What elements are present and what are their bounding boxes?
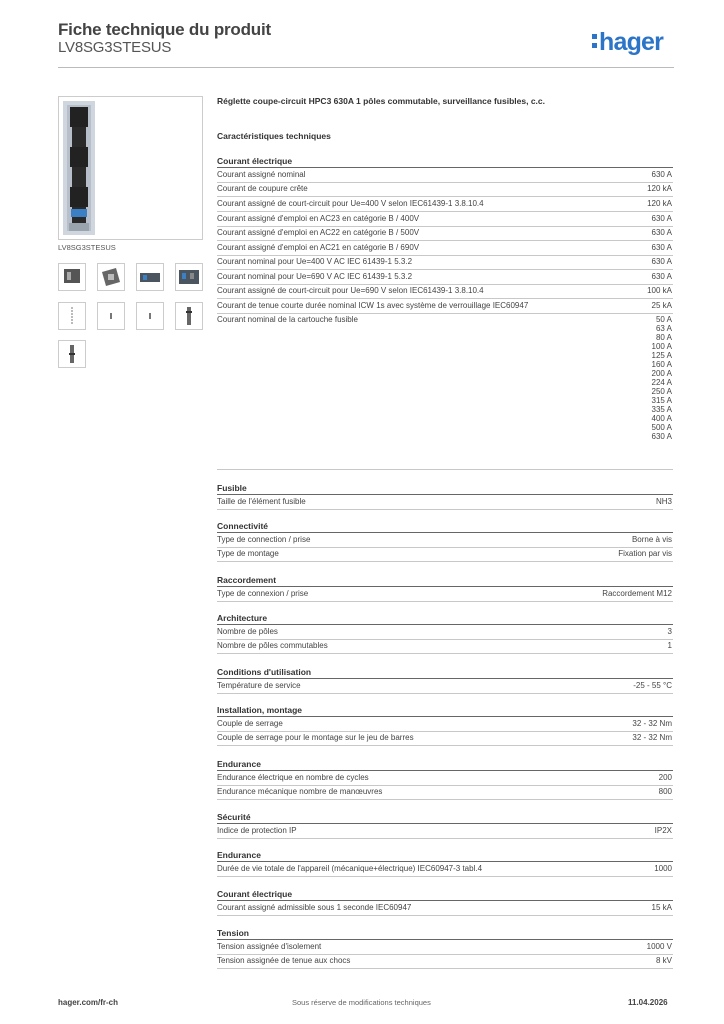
drawing-icon xyxy=(59,341,85,367)
spec-row: Courant nominal pour Ue=690 V AC IEC 61439-1 5.3.2 630 A xyxy=(217,270,673,285)
spec-row: Tension assignée d'isolement 1000 V xyxy=(217,939,673,955)
section-heading: Installation, montage xyxy=(217,705,303,715)
fuse-rating-list: 50 A 63 A 80 A 100 A 125 A 160 A 200 A 224 A 250 A 315 A 335 A 400 A 500 A 630 A xyxy=(651,315,672,441)
fuse-switch-icon xyxy=(59,97,202,239)
thumbnail-3[interactable] xyxy=(136,263,164,291)
spec-row: Courant nominal pour Ue=400 V AC IEC 61439-1 5.3.2 630 A xyxy=(217,255,673,270)
spec-row: Nombre de pôles 3 xyxy=(217,624,673,640)
footer-website-link[interactable]: hager.com/fr-ch xyxy=(58,998,119,1007)
section-heading: Endurance xyxy=(217,850,261,860)
drawing-icon xyxy=(59,303,85,329)
thumbnail-5[interactable] xyxy=(58,302,86,330)
spec-row: Courant assigné d'emploi en AC23 en catégorie B / 400V 630 A xyxy=(217,212,673,227)
product-description: Réglette coupe-circuit HPC3 630A 1 pôles commutable, surveillance fusibles, c.c. xyxy=(217,96,545,106)
thumbnail-1[interactable] xyxy=(58,263,86,291)
spec-row: Courant assigné d'emploi en AC22 en catégorie B / 500V 630 A xyxy=(217,226,673,241)
drawing-icon xyxy=(98,303,124,329)
drawing-icon xyxy=(137,303,163,329)
spec-row: Taille de l'élément fusible NH3 xyxy=(217,494,673,510)
section-heading: Courant électrique xyxy=(217,156,293,166)
spec-row: Courant assigné de court-circuit pour Ue=400 V selon IEC61439-1 3.8.10.4 120 kA xyxy=(217,197,673,212)
spec-row: Température de service -25 - 55 °C xyxy=(217,678,673,694)
spec-row: Courant assigné admissible sous 1 seconde IEC60947 15 kA xyxy=(217,900,673,916)
section-heading: Architecture xyxy=(217,613,268,623)
product-image[interactable] xyxy=(58,96,203,240)
thumbnail-4[interactable] xyxy=(175,263,203,291)
section-heading: Fusible xyxy=(217,483,247,493)
hager-logo xyxy=(592,28,663,57)
spec-row: Endurance électrique en nombre de cycles 200 xyxy=(217,770,673,786)
product-view-icon xyxy=(137,264,163,290)
spec-row: Courant assigné de court-circuit pour Ue=690 V selon IEC61439-1 3.8.10.4 100 kA xyxy=(217,284,673,299)
spec-row: Durée de vie totale de l'appareil (mécanique+électrique) IEC60947-3 tabl.4 1000 xyxy=(217,861,673,877)
footer-date: 11.04.2026 xyxy=(628,998,668,1007)
section-heading: Raccordement xyxy=(217,575,277,585)
spec-row: Courant de tenue courte durée nominal ICW 1s avec système de verrouillage IEC60947 25 kA xyxy=(217,299,673,314)
section-heading: Conditions d'utilisation xyxy=(217,667,312,677)
section-heading: Sécurité xyxy=(217,812,251,822)
spec-row: Courant de coupure crête 120 kA xyxy=(217,182,673,197)
spec-row: Indice de protection IP IP2X xyxy=(217,823,673,839)
page-title: Fiche technique du produit xyxy=(58,20,271,39)
spec-row: Courant nominal de la cartouche fusible 50 A 63 A 80 A 100 A 125 A 160 A 200 A 224 A 250 A 315 A 335 A 400 A 500 A 630 A xyxy=(217,313,673,470)
thumbnail-8[interactable] xyxy=(175,302,203,330)
section-heading: Connectivité xyxy=(217,521,269,531)
thumbnail-6[interactable] xyxy=(97,302,125,330)
spec-row: Endurance mécanique nombre de manœuvres 800 xyxy=(217,785,673,800)
spec-row: Courant assigné d'emploi en AC21 en catégorie B / 690V 630 A xyxy=(217,241,673,256)
product-view-icon xyxy=(176,264,202,290)
thumbnail-2[interactable] xyxy=(97,263,125,291)
thumbnail-9[interactable] xyxy=(58,340,86,368)
product-image-caption: LV8SG3STESUS xyxy=(58,243,116,252)
technical-characteristics-heading: Caractéristiques techniques xyxy=(217,131,331,141)
spec-row: Couple de serrage pour le montage sur le jeu de barres 32 - 32 Nm xyxy=(217,731,673,746)
spec-row: Couple de serrage 32 - 32 Nm xyxy=(217,716,673,732)
product-view-icon xyxy=(59,264,85,290)
spec-row: Nombre de pôles commutables 1 xyxy=(217,639,673,654)
product-view-icon xyxy=(98,264,124,290)
section-heading: Endurance xyxy=(217,759,261,769)
footer-notice: Sous réserve de modifications techniques xyxy=(292,998,431,1007)
section-heading: Tension xyxy=(217,928,249,938)
drawing-icon xyxy=(176,303,202,329)
product-reference: LV8SG3STESUS xyxy=(58,39,172,56)
spec-row: Type de montage Fixation par vis xyxy=(217,547,673,562)
spec-row: Courant assigné nominal 630 A xyxy=(217,167,673,183)
thumbnail-7[interactable] xyxy=(136,302,164,330)
header-divider xyxy=(58,67,674,68)
spec-row: Type de connection / prise Borne à vis xyxy=(217,532,673,548)
spec-row: Tension assignée de tenue aux chocs 8 kV xyxy=(217,954,673,969)
spec-row: Type de connexion / prise Raccordement M12 xyxy=(217,586,673,602)
logo-text: hager xyxy=(599,28,664,56)
section-heading: Courant électrique xyxy=(217,889,293,899)
logo-dots-icon xyxy=(592,28,598,52)
